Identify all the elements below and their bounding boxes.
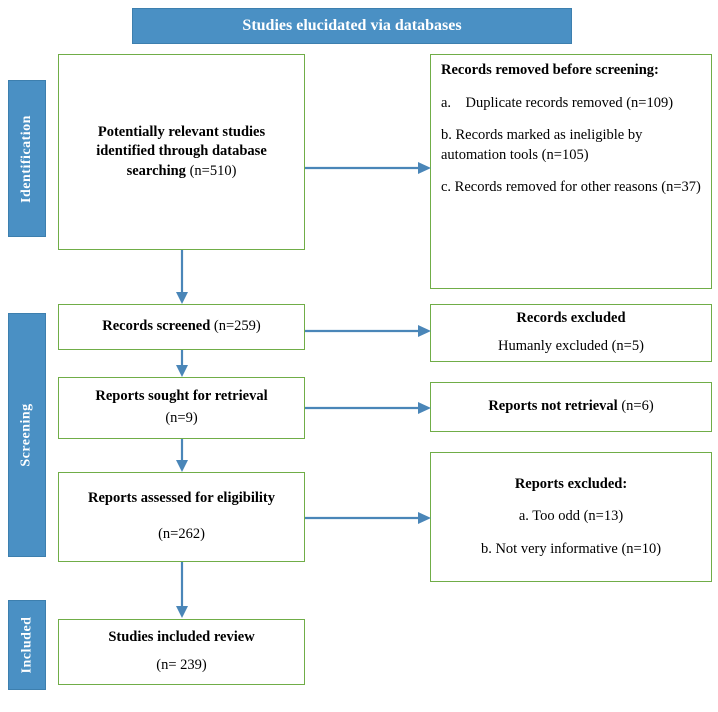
phase-label-screening <box>8 313 46 557</box>
phase-label-included-text: Included <box>19 616 35 674</box>
diagram-title: Studies elucidated via databases <box>242 17 462 34</box>
box-records-screened <box>58 304 305 350</box>
arrow-assessed-to-included <box>172 562 192 620</box>
phase-label-identification <box>8 80 46 237</box>
arrow-screened-to-sought <box>172 350 192 379</box>
box-records-removed-item-c: c. Records removed for other reasons (n=37) <box>441 179 701 196</box>
box-reports-excluded-title: Reports excluded: <box>514 475 628 492</box>
box-reports-not-retrieved-count: (n=6) <box>617 398 654 415</box>
phase-label-screening-text: Screening <box>19 403 35 467</box>
box-records-removed-item-b: b. Records marked as ineligible by automation tools (n=105) <box>441 127 643 163</box>
box-reports-not-retrieved <box>430 382 712 432</box>
box-records-screened-text <box>102 317 261 337</box>
box-reports-excluded-item-b: b. Not very informative (n=10) <box>480 540 662 557</box>
box-reports-assessed <box>58 472 305 562</box>
arrow-identified-to-removed <box>305 158 433 178</box>
arrow-sought-to-assessed <box>172 439 192 474</box>
box-records-excluded-title: Records excluded <box>516 310 626 327</box>
box-records-identified-count: (n=510) <box>185 162 237 179</box>
box-reports-excluded-item-a: a. Too odd (n=13) <box>518 508 624 525</box>
box-records-identified-text <box>69 123 294 182</box>
box-reports-not-retrieved-text <box>488 397 653 417</box>
box-records-excluded-detail: Humanly excluded (n=5) <box>498 338 644 354</box>
box-records-removed-before-screening <box>430 54 712 289</box>
box-records-screened-bold: Records screened <box>102 318 211 335</box>
box-records-removed-title: Records removed before screening: <box>441 62 659 78</box>
box-studies-included-bold: Studies included review <box>108 629 255 646</box>
box-records-removed-item-a: a. Duplicate records removed (n=109) <box>441 94 674 111</box>
box-records-screened-count: (n=259) <box>210 318 261 335</box>
box-reports-sought <box>58 377 305 439</box>
box-studies-included-count: (n= 239) <box>156 657 207 673</box>
arrow-screened-to-excluded <box>305 321 433 341</box>
box-studies-included <box>58 619 305 685</box>
arrow-sought-to-not-retrieved <box>305 398 433 418</box>
phase-label-identification-text: Identification <box>19 114 35 203</box>
box-reports-assessed-count: (n=262) <box>158 526 205 542</box>
diagram-title-banner <box>132 8 572 44</box>
arrow-assessed-to-reports-excluded <box>305 508 433 528</box>
box-records-excluded <box>430 304 712 362</box>
box-reports-sought-bold: Reports sought for retrieval <box>95 388 268 405</box>
box-reports-not-retrieved-bold: Reports not retrieval <box>488 398 618 415</box>
arrow-identified-to-screened <box>172 250 192 306</box>
phase-label-included <box>8 600 46 690</box>
box-reports-sought-count: (n=9) <box>165 410 198 426</box>
box-reports-assessed-bold: Reports assessed for eligibility <box>87 490 275 507</box>
box-records-identified-bold: Potentially relevant studies identified through database searching <box>96 123 267 179</box>
box-reports-excluded <box>430 452 712 582</box>
box-records-identified <box>58 54 305 250</box>
